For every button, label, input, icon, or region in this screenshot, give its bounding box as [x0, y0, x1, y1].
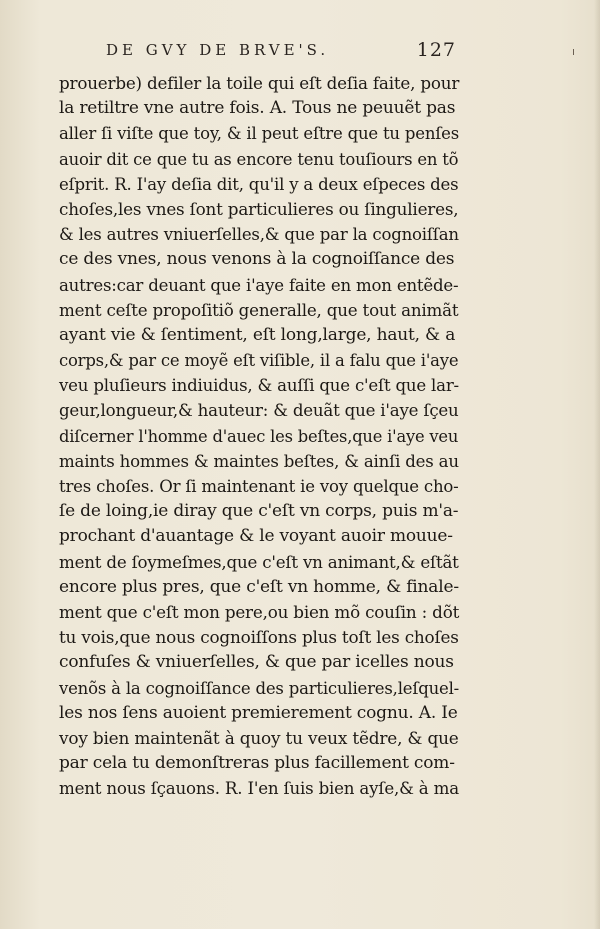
text-line: confuſes & vniuerſelles, & que par icelles nous: [59, 652, 454, 673]
text-line: venõs à la cognoiſſance des particulieres,leſquel-: [59, 678, 460, 698]
text-line: ſe de loing,ie diray que c'eſt vn corps, puis m'a-: [59, 501, 459, 522]
text-line: prouerbe) defiler la toile qui eſt deſia faite, pour: [59, 73, 460, 93]
text-line: veu pluſieurs indiuidus, & auſſi que c'eſt que lar-: [59, 376, 459, 396]
text-line: aller ſi viſte que toy, & il peut eſtre que tu penſes: [59, 124, 459, 144]
text-line: la retiltre vne autre fois. A. Tous ne peuuẽt pas: [59, 98, 456, 119]
page-edge-shadow: [594, 0, 600, 929]
text-line: diſcerner l'homme d'auec les beſtes,que i'aye veu: [59, 426, 459, 446]
text-line: encore plus pres, que c'eſt vn homme, & finale-: [59, 576, 459, 597]
text-line: tres choſes. Or ſi maintenant ie voy quelque cho-: [59, 477, 459, 496]
text-line: ment nous ſçauons. R. I'en ſuis bien ayſe,& à ma: [59, 779, 459, 799]
text-line: ayant vie & ſentiment, eſt long,large, haut, & a: [59, 324, 456, 345]
text-line: ment que c'eſt mon pere,ou bien mõ couſin : dõt: [59, 601, 460, 622]
text-line: ment ceſte propoſitiõ generalle, que tout animãt: [59, 299, 459, 320]
text-line: les nos ſens auoient premierement cognu. A. Ie: [59, 702, 458, 723]
text-line: ce des vnes, nous venons à la cognoiſſance des: [59, 249, 455, 270]
page-header: [106, 41, 456, 69]
text-line: choſes,les vnes ſont particulieres ou ſingulieres,: [59, 198, 459, 219]
text-line: tu vois,que nous cognoiſſons plus toſt les choſes: [59, 627, 459, 648]
running-head: DE GVY DE BRVE'S.: [106, 41, 330, 59]
text-line: voy bien maintenãt à quoy tu veux tẽdre, & que: [59, 727, 459, 748]
page-number: 127: [416, 39, 456, 61]
text-line: maints hommes & maintes beſtes, & ainſi des au: [59, 451, 459, 471]
margin-mark: [573, 49, 574, 55]
text-line: & les autres vniuerſelles,& que par la cognoiſſan: [59, 225, 459, 245]
text-line: auoir dit ce que tu as encore tenu touſiours en tõ: [59, 149, 459, 169]
text-line: autres:car deuant que i'aye faite en mon entẽde-: [59, 275, 459, 295]
text-line: geur,longueur,& hauteur: & deuãt que i'aye ſçeu: [59, 401, 459, 421]
text-line: corps,& par ce moyẽ eſt viſible, il a falu que i'aye: [59, 351, 459, 371]
text-line: prochant d'auantage & le voyant auoir mouue-: [59, 526, 453, 547]
text-line: par cela tu demonſtreras plus facillement com-: [59, 753, 455, 774]
body-text: [59, 71, 459, 801]
text-line: ment de ſoymeſmes,que c'eſt vn animant,& eſtãt: [59, 552, 459, 572]
text-line: eſprit. R. I'ay deſia dit, qu'il y a deux eſpeces des: [59, 174, 459, 194]
